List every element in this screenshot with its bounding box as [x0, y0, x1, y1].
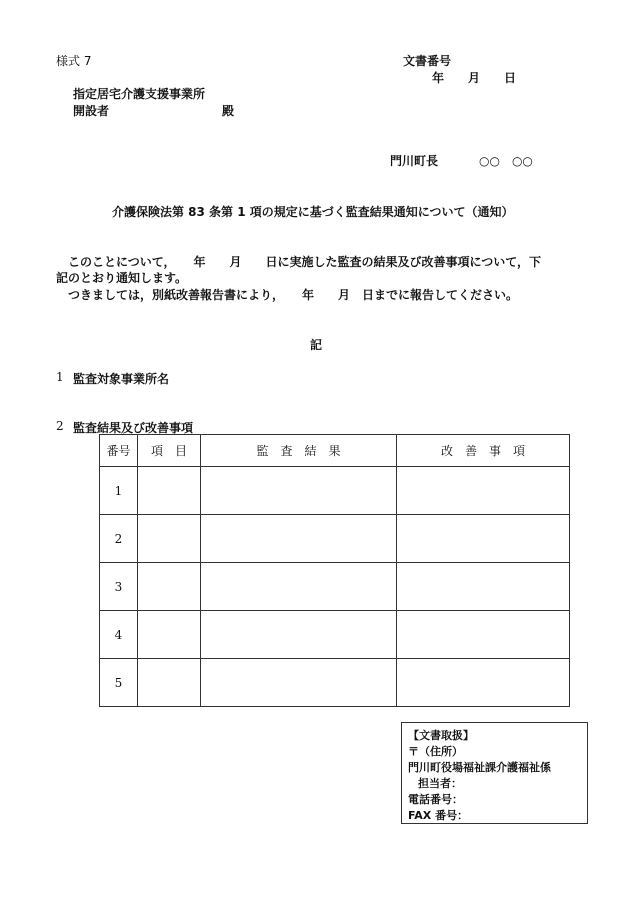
contact-fax: FAX 番号：	[408, 809, 469, 822]
section-1-number: 1	[56, 370, 64, 384]
row-number: 5	[100, 659, 138, 707]
row-item	[138, 515, 201, 563]
row-improvement	[397, 563, 570, 611]
row-item	[138, 659, 201, 707]
row-result	[201, 515, 397, 563]
contact-address: 〒（住所）	[408, 745, 463, 758]
row-number: 4	[100, 611, 138, 659]
contact-box	[401, 722, 588, 824]
row-number: 1	[100, 467, 138, 515]
row-item	[138, 563, 201, 611]
row-improvement	[397, 467, 570, 515]
row-improvement	[397, 611, 570, 659]
document-title: 介護保険法第 83 条第 1 項の規定に基づく監査結果通知について（通知）	[112, 205, 514, 219]
row-improvement	[397, 515, 570, 563]
header-audit-result: 監 査 結 果	[201, 435, 397, 467]
row-result	[201, 611, 397, 659]
row-result	[201, 467, 397, 515]
row-item	[138, 611, 201, 659]
audit-results-table	[99, 434, 570, 707]
recipient-office: 指定居宅介護支援事業所	[73, 87, 206, 101]
honorific: 殿	[222, 104, 235, 118]
table-row	[100, 611, 570, 659]
table-row	[100, 659, 570, 707]
contact-department: 門川町役場福祉課介護福祉係	[408, 761, 551, 774]
row-result	[201, 659, 397, 707]
contact-phone: 電話番号：	[408, 793, 463, 806]
contact-person: 担当者：	[418, 777, 462, 790]
section-2-number: 2	[56, 419, 64, 433]
row-improvement	[397, 659, 570, 707]
recipient-name: 開設者	[73, 104, 110, 118]
body-line-3: つきましては，別紙改善報告書により， 年 月 日までに報告してください。	[68, 288, 519, 302]
date-line: 年 月 日	[432, 71, 517, 85]
row-item	[138, 467, 201, 515]
header-number: 番号	[100, 435, 138, 467]
header-item: 項 目	[138, 435, 201, 467]
section-2-label: 監査結果及び改善事項	[73, 421, 194, 435]
contact-heading: 【文書取扱】	[408, 729, 474, 742]
body-line-2: 記のとおり通知します。	[56, 271, 188, 285]
table-row	[100, 467, 570, 515]
header-improvement: 改 善 事 項	[397, 435, 570, 467]
row-number: 3	[100, 563, 138, 611]
table-row	[100, 515, 570, 563]
table-row	[100, 563, 570, 611]
row-result	[201, 563, 397, 611]
table-header-row	[100, 435, 570, 467]
body-line-1: このことについて， 年 月 日に実施した監査の結果及び改善事項について，下	[68, 255, 542, 269]
sender: 門川町長	[390, 154, 439, 168]
row-number: 2	[100, 515, 138, 563]
document-number-label: 文書番号	[403, 54, 452, 68]
section-1-label: 監査対象事業所名	[73, 372, 170, 386]
sender-seal-placeholder: ○○ ○○	[479, 154, 533, 168]
form-label: 様式 7	[56, 54, 92, 68]
ki-heading: 記	[310, 338, 323, 352]
